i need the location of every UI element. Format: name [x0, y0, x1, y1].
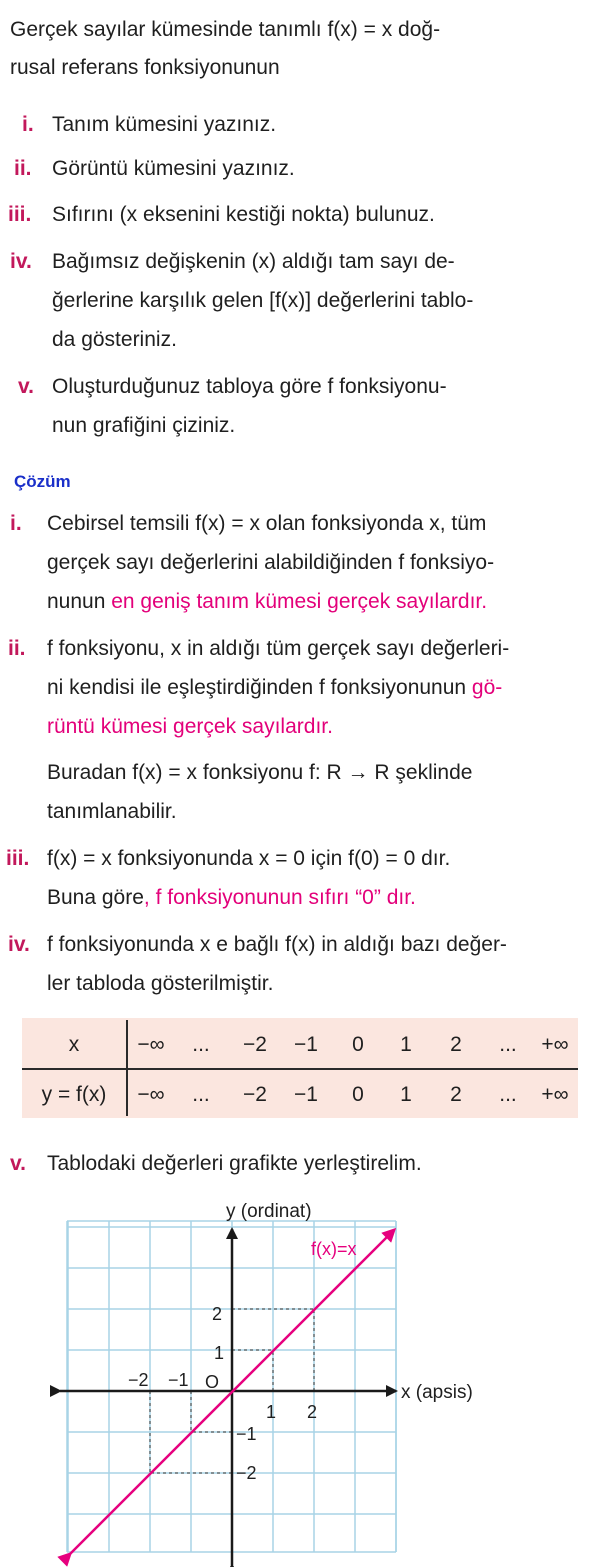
solution-ii-number: ii.	[8, 637, 26, 660]
solution-iii-line-1: f(x) = x fonksiyonunda x = 0 için f(0) = 0 dır.	[47, 847, 451, 870]
question-v-number: v.	[18, 375, 34, 398]
solution-iv-line-1: f fonksiyonunda x e bağlı f(x) in aldığı bazı değer-	[47, 933, 507, 956]
y-tick-label: 2	[212, 1304, 223, 1324]
solution-i-highlight: en geniş tanım kümesi gerçek sayılardır.	[111, 590, 488, 613]
table-cell: 2	[450, 1033, 462, 1056]
solution-v-line-1: Tablodaki değerleri grafikte yerleştirelim.	[47, 1152, 422, 1175]
table-cell: 1	[400, 1033, 412, 1056]
function-graph	[0, 1187, 601, 1567]
x-tick-label: 2	[307, 1402, 318, 1422]
question-iv-text-1: Bağımsız değişkenin (x) aldığı tam sayı de-	[52, 250, 455, 273]
table-row-x	[22, 1022, 578, 1068]
question-i-text: Tanım kümesini yazınız.	[52, 113, 277, 136]
table-cell: y = f(x)	[41, 1083, 107, 1106]
table-cell: 2	[450, 1083, 462, 1106]
x-axis-label: x (apsis)	[401, 1382, 473, 1403]
solution-iv-line-2: ler tabloda gösterilmiştir.	[47, 972, 274, 995]
origin-label: O	[205, 1372, 220, 1392]
x-tick-label: 1	[266, 1402, 277, 1422]
solution-ii-highlight-2: rüntü kümesi gerçek sayılardır.	[47, 715, 333, 738]
intro-line-2: rusal referans fonksiyonunun	[10, 56, 280, 79]
question-iv-text-3: da gösteriniz.	[52, 328, 177, 351]
question-ii-number: ii.	[14, 157, 32, 180]
y-tick-label: 1	[214, 1343, 225, 1363]
y-tick-label: −1	[236, 1424, 257, 1444]
values-table	[22, 1018, 578, 1118]
solution-i-number: i.	[10, 512, 22, 535]
solution-iv-number: iv.	[8, 933, 30, 956]
question-v-text-2: nun grafiğini çiziniz.	[52, 414, 236, 437]
solution-ii-highlight-1: gö-	[471, 676, 503, 699]
table-cell: −1	[294, 1083, 318, 1106]
solution-ii-line-2	[47, 674, 502, 702]
solution-ii-line-5: tanımlanabilir.	[47, 800, 177, 823]
table-cell: ...	[192, 1083, 210, 1106]
solution-ii-line-4: Buradan f(x) = x fonksiyonu f: R → R şeklinde	[47, 761, 473, 784]
table-row-y	[22, 1072, 578, 1118]
question-iii-text: Sıfırını (x eksenini kestiği nokta) bulunuz.	[52, 203, 435, 226]
table-cell: −2	[243, 1033, 267, 1056]
solution-iii-line-2-plain: Buna göre	[47, 886, 144, 909]
solution-ii-line-2-plain: ni kendisi ile eşleştirdiğinden f fonksiyonunun	[47, 676, 472, 699]
table-cell: +∞	[541, 1033, 569, 1056]
table-cell: 0	[352, 1083, 364, 1106]
question-ii-text: Görüntü kümesini yazınız.	[52, 157, 295, 180]
solution-iii-highlight: , f fonksiyonunun sıfırı “0” dır.	[143, 886, 416, 909]
y-tick-label: −2	[236, 1463, 257, 1483]
solution-i-line-3-plain: nunun	[47, 590, 112, 613]
function-label: f(x)=x	[311, 1239, 357, 1259]
table-divider-horizontal	[22, 1068, 578, 1070]
table-cell: ...	[499, 1033, 517, 1056]
table-cell: x	[68, 1033, 80, 1056]
table-cell: 0	[352, 1033, 364, 1056]
solution-ii-line-1: f fonksiyonu, x in aldığı tüm gerçek sayı değerleri-	[47, 637, 510, 660]
question-iv-text-2: ğerlerine karşılık gelen [f(x)] değerlerini tablo-	[52, 289, 474, 312]
solution-iii-number: iii.	[6, 847, 30, 870]
solution-i-line-1: Cebirsel temsili f(x) = x olan fonksiyonda x, tüm	[47, 512, 487, 535]
table-cell: −2	[243, 1083, 267, 1106]
table-cell: +∞	[541, 1083, 569, 1106]
table-cell: −∞	[137, 1083, 165, 1106]
y-axis-label: y (ordinat)	[226, 1201, 312, 1222]
solution-i-line-3	[47, 588, 487, 616]
question-iii-number: iii.	[8, 203, 32, 226]
x-tick-label: −2	[128, 1370, 149, 1390]
table-cell: −∞	[137, 1033, 165, 1056]
question-iv-number: iv.	[10, 250, 32, 273]
question-v-text-1: Oluşturduğunuz tabloya göre f fonksiyonu-	[52, 375, 447, 398]
solution-iii-line-2	[47, 884, 416, 912]
question-i-number: i.	[22, 113, 34, 136]
solution-title: Çözüm	[14, 472, 71, 491]
x-tick-label: −1	[168, 1370, 189, 1390]
table-cell: ...	[499, 1083, 517, 1106]
table-cell: ...	[192, 1033, 210, 1056]
solution-i-line-2: gerçek sayı değerlerini alabildiğinden f fonksiyo-	[47, 551, 495, 574]
table-cell: 1	[400, 1083, 412, 1106]
table-cell: −1	[294, 1033, 318, 1056]
solution-v-number: v.	[10, 1152, 26, 1175]
intro-line-1: Gerçek sayılar kümesinde tanımlı f(x) = x doğ-	[10, 18, 441, 41]
